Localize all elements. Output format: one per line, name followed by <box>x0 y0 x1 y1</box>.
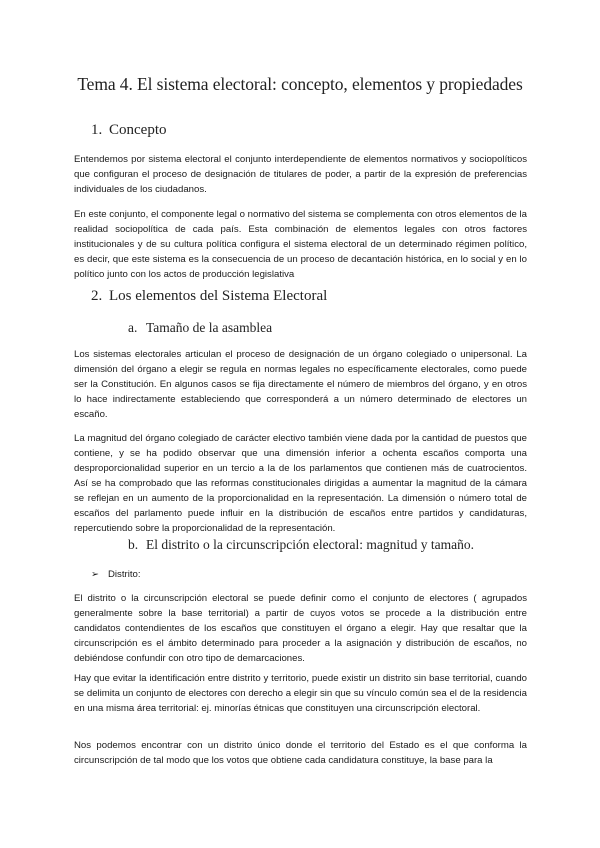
subsection-letter: b. <box>128 537 139 552</box>
paragraph: Los sistemas electorales articulan el proceso de designación de un órgano colegiado o unipersonal. La dimensión del órgano a elegir se regula en normas legales no específicamente electorales, como puede ser la Constitución. En algunos casos se fija directamente el número de miembros del órgano, y en otros lo hace indirectamente estableciendo que corresponderá a un número determinado de electores un escaño. <box>74 349 527 420</box>
subsection-title: Tamaño de la asamblea <box>146 320 273 335</box>
subsection-letter: a. <box>128 320 138 335</box>
subsection-title: El distrito o la circunscripción electoral: magnitud y tamaño. <box>146 537 475 552</box>
bullet-item <box>91 569 141 580</box>
paragraph: Nos podemos encontrar con un distrito único donde el territorio del Estado es el que conforma la circunscripción de tal modo que los votos que obtiene cada candidatura constituye, la base para la <box>74 740 527 766</box>
arrow-bullet-icon: ➢ <box>91 569 100 580</box>
paragraph: Entendemos por sistema electoral el conjunto interdependiente de elementos normativos y sociopolíticos que configuran el proceso de designación de titulares de poder, a partir de la expresión de preferencias individuales de los ciudadanos. <box>74 154 527 195</box>
bullet-text: Distrito: <box>108 569 141 580</box>
section-heading-elementos <box>91 288 327 305</box>
document-title: Tema 4. El sistema electoral: concepto, elementos y propiedades <box>77 74 523 94</box>
paragraph: Hay que evitar la identificación entre distrito y territorio, puede existir un distrito sin base territorial, cuando se delimita un conjunto de electores con derecho a elegir sin que su vínculo común sea el de la residencia en una misma área territorial: ej. minorías étnicas que constituyen una circunscripción electoral. <box>74 673 527 714</box>
section-title: Concepto <box>109 122 167 138</box>
paragraph: El distrito o la circunscripción electoral se puede definir como el conjunto de electores ( agrupados generalmente sobre la base territorial) a partir de cuyos votos se procede a la distribución entre candidatos contendientes de los escaños que constituyen el órgano a elegir. Hay que resaltar que la circunscripción es el ámbito determinado para proceder a la asignación y distribución de escaños, no debiéndose confundir con otro tipo de demarcaciones. <box>74 593 527 664</box>
section-number: 2. <box>91 288 103 304</box>
section-heading-concepto <box>91 122 167 139</box>
section-number: 1. <box>91 122 103 138</box>
subsection-heading-distrito <box>128 537 474 553</box>
paragraph: En este conjunto, el componente legal o normativo del sistema se complementa con otros elementos de la realidad sociopolítica de cada país. Esta combinación de elementos legales con otros factores institucionales y de su cultura política configura el sistema electoral de un determinado régimen político, es decir, que este sistema es la consecuencia de un proceso de decantación histórica, en lo social y en lo político junto con los actos de producción legislativa <box>74 209 527 280</box>
paragraph: La magnitud del órgano colegiado de carácter electivo también viene dada por la cantidad de puestos que contiene, y se ha podido observar que una dimensión inferior a ochenta escaños comporta una desproporcionalidad superior en un tercio a la de los parlamentos que contienen más de cuatrocientos. Así se ha comprobado que las reformas constitucionales dirigidas a aumentar la magnitud de la cámara se reflejan en un aumento de la proporcionalidad en la representación. La dimensión o número total de escaños del parlamento puede influir en la distribución de escaños entre partidos y candidaturas, repercutiendo sobre la proporcionalidad de la representación. <box>74 433 527 534</box>
section-title: Los elementos del Sistema Electoral <box>109 288 328 304</box>
subsection-heading-tamano <box>128 320 272 336</box>
